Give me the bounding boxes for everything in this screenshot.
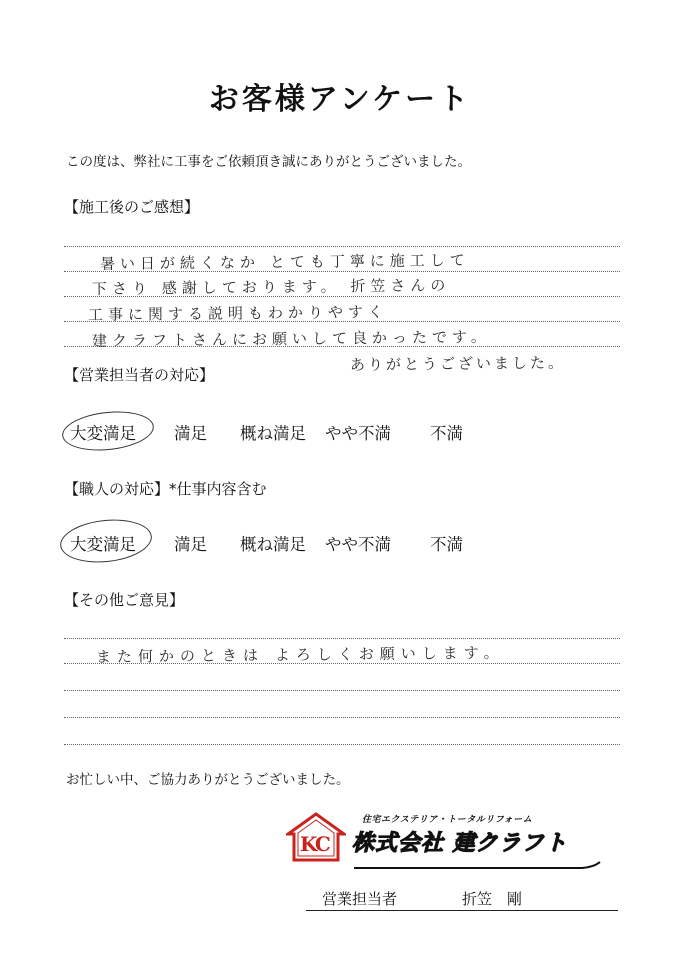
craftsman-option-very-satisfied: 大変満足 (70, 535, 136, 554)
craftsman-option-mostly-satisfied: 概ね満足 (240, 535, 306, 554)
handwritten-impression-line: 建クラフトさんにお願いして良かったです。 (91, 327, 491, 350)
handwritten-impression-line: 工事に関する説明もわかりやすく (87, 302, 389, 324)
sales-option-dissatisfied: 不満 (430, 424, 463, 443)
representative-label: 営業担当者 (322, 890, 398, 908)
craftsman-option-somewhat-dissatisfied: やや不満 (325, 535, 391, 554)
representative-name: 折笠 剛 (462, 890, 523, 908)
dotted-line (64, 246, 620, 247)
intro-text: この度は、弊社に工事をご依頼頂き誠にありがとうございました。 (66, 154, 471, 170)
dotted-line (64, 690, 620, 691)
sales-option-somewhat-dissatisfied: やや不満 (325, 424, 391, 443)
sales-response-heading: 【営業担当者の対応】 (64, 366, 215, 384)
dotted-line (64, 744, 620, 745)
handwritten-comment-line: また何かのときは よろしくお願いします。 (95, 643, 505, 666)
dotted-line (64, 717, 620, 718)
signature-line (306, 910, 618, 911)
sales-option-very-satisfied: 大変満足 (70, 424, 136, 443)
closing-text: お忙しい中、ご協力ありがとうございました。 (66, 772, 350, 788)
handwritten-impression-line: 暑い日が続くなか とても丁寧に施工して (99, 251, 470, 273)
handwritten-impression-line: 下さり 感謝しております。 折笠さんの (91, 276, 451, 298)
craftsman-response-heading: 【職人の対応】*仕事内容含む (64, 480, 267, 498)
company-logo-icon (286, 810, 346, 864)
dotted-line (64, 638, 620, 639)
other-comments-heading: 【その他ご意見】 (64, 591, 185, 609)
company-swoosh-icon (352, 856, 602, 866)
sales-option-satisfied: 満足 (174, 424, 207, 443)
impressions-heading: 【施工後のご感想】 (64, 198, 200, 216)
craftsman-option-dissatisfied: 不満 (430, 535, 463, 554)
craftsman-option-satisfied: 満足 (174, 535, 207, 554)
page-title: お客様アンケート (208, 82, 472, 117)
company-name: 株式会社 建クラフト (352, 831, 568, 856)
sales-option-mostly-satisfied: 概ね満足 (240, 424, 306, 443)
company-tagline: 住宅エクステリア・トータルリフォーム (362, 815, 533, 825)
handwritten-impression-line: ありがとうございました。 (349, 353, 567, 374)
company-logo-letters: KC (300, 832, 329, 856)
